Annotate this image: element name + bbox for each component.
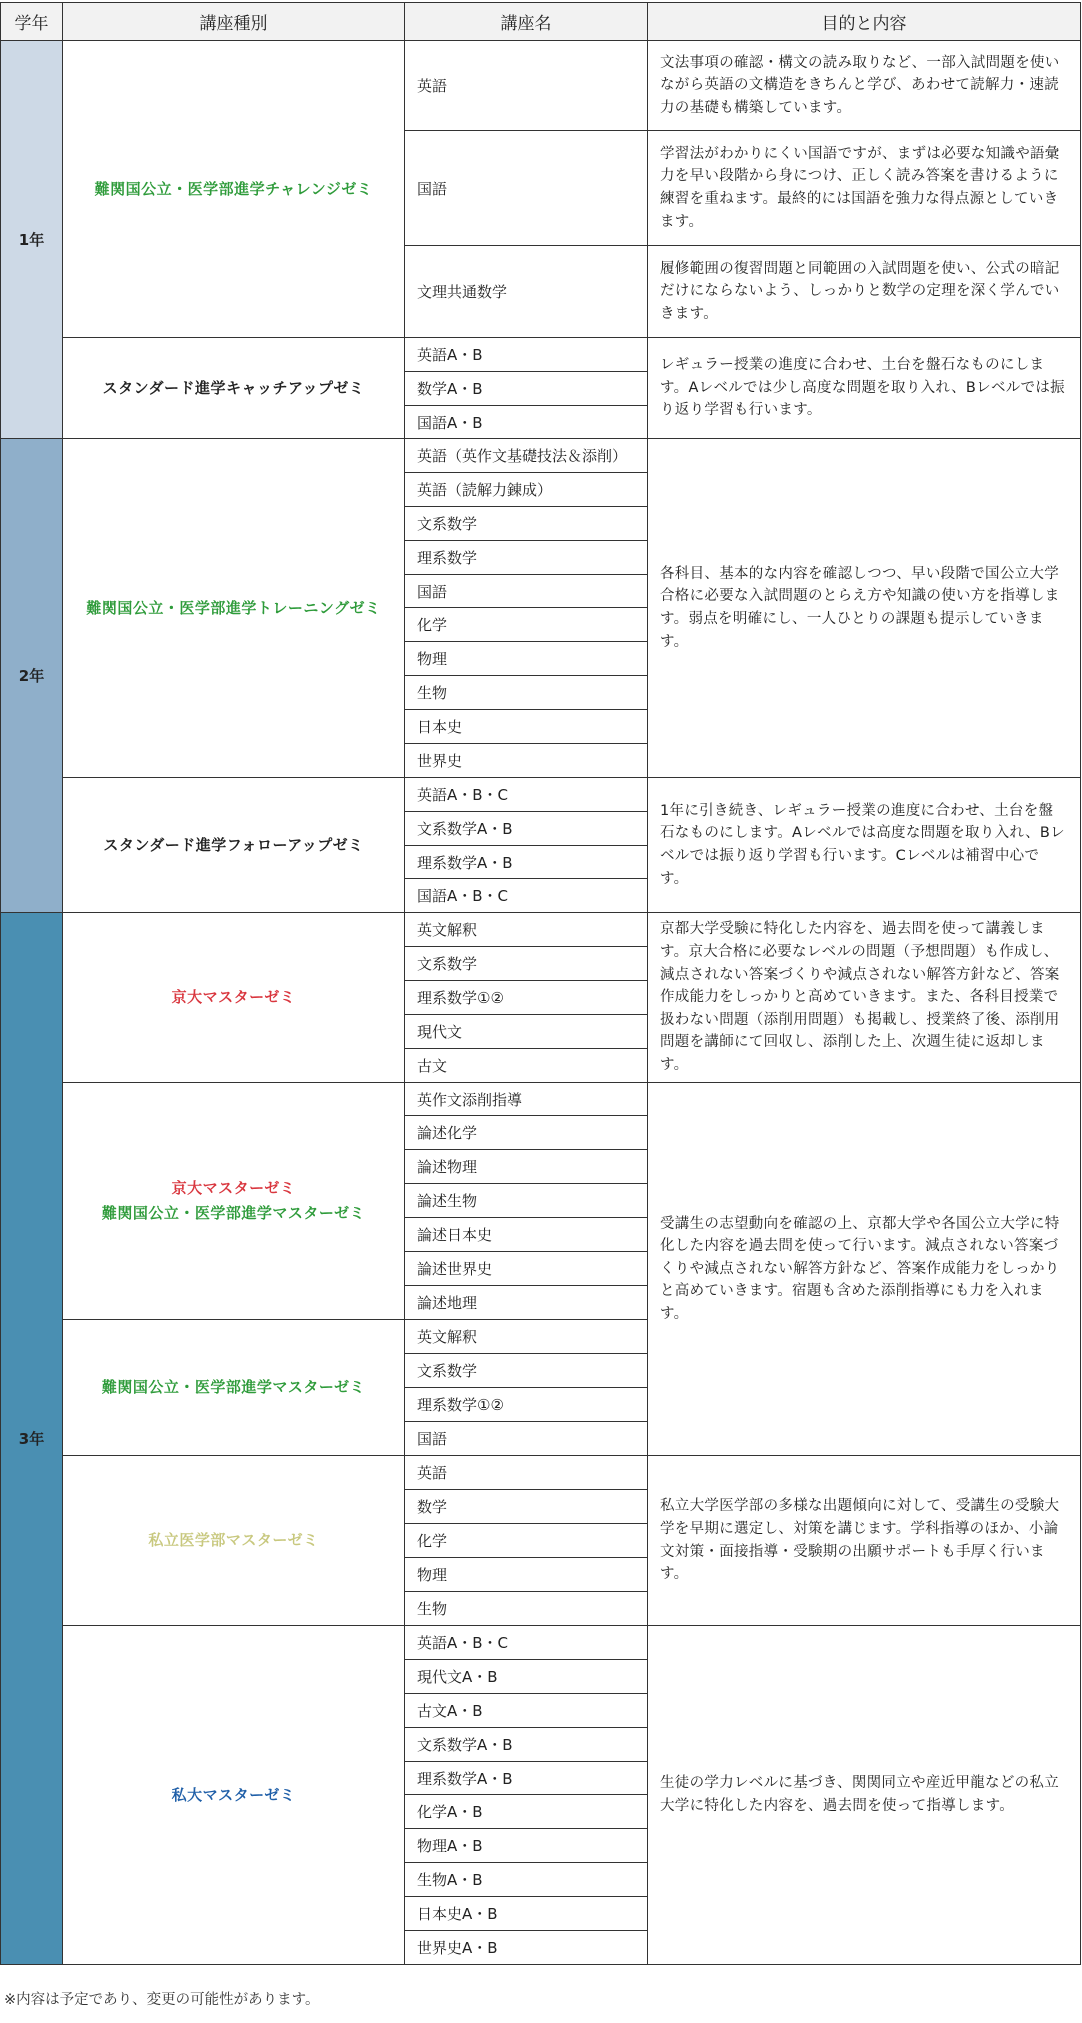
description-text: 履修範囲の復習問題と同範囲の入試問題を使い、公式の暗記だけにならないよう、しっかりと数学の定理を深く学んでいきます。	[660, 260, 1060, 322]
course-name: 日本史	[404, 709, 648, 744]
course-name: 英文解釈	[404, 912, 648, 947]
header-course: 講座名	[404, 2, 648, 41]
course-name: 英文解釈	[404, 1319, 648, 1354]
grade-cell: 2年	[0, 438, 63, 913]
course-name: 論述化学	[404, 1115, 648, 1150]
grade-cell: 1年	[0, 40, 63, 439]
category-name: 難関国公立・医学部進学マスターゼミ	[101, 1204, 366, 1222]
course-name: 文理共通数学	[404, 245, 648, 338]
course-name: 理系数学	[404, 540, 648, 575]
course-name: 文系数学	[404, 946, 648, 981]
category-cell	[62, 40, 405, 338]
course-name: 英語（英作文基礎技法＆添削）	[404, 438, 648, 473]
course-name: 数学A・B	[404, 371, 648, 406]
course-name: 国語A・B・C	[404, 878, 648, 913]
course-name: 論述日本史	[404, 1217, 648, 1252]
course-description	[647, 1455, 1081, 1626]
course-description	[647, 1625, 1081, 1965]
footnote: ※内容は予定であり、変更の可能性があります。	[4, 1992, 320, 2008]
course-name: 理系数学①②	[404, 980, 648, 1015]
course-name: 世界史	[404, 743, 648, 778]
category-cell	[62, 1082, 405, 1320]
course-name: 古文A・B	[404, 1693, 648, 1728]
category-name: 京大マスターゼミ	[171, 988, 296, 1006]
course-name: 論述生物	[404, 1183, 648, 1218]
course-name: 物理	[404, 641, 648, 676]
course-name: 文系数学A・B	[404, 811, 648, 846]
course-description	[647, 438, 1081, 778]
description-text: 受講生の志望動向を確認の上、京都大学や各国公立大学に特化した内容を過去問を使って行います。減点されない答案づくりや減点されない解答方針など、答案作成能力をしっかりと高めていきます。宿題も含めた添削指導にも力を入れます。	[660, 1215, 1060, 1322]
course-name: 論述地理	[404, 1285, 648, 1320]
course-name: 英語	[404, 1455, 648, 1490]
course-name: 英語A・B・C	[404, 777, 648, 812]
course-name: 文系数学	[404, 506, 648, 541]
category-cell	[62, 777, 405, 913]
course-name: 数学	[404, 1489, 648, 1524]
header-category: 講座種別	[62, 2, 405, 41]
course-name: 化学	[404, 1523, 648, 1558]
course-name: 文系数学A・B	[404, 1727, 648, 1762]
course-name: 英語A・B	[404, 337, 648, 372]
course-name: 理系数学A・B	[404, 1761, 648, 1795]
course-description	[647, 337, 1081, 439]
category-name: 難関国公立・医学部進学チャレンジゼミ	[94, 179, 373, 198]
course-description	[647, 130, 1081, 246]
course-name: 文系数学	[404, 1353, 648, 1388]
category-cell	[62, 1319, 405, 1456]
course-name: 古文	[404, 1048, 648, 1083]
course-description	[647, 245, 1081, 338]
course-description	[647, 912, 1081, 1083]
course-name: 物理A・B	[404, 1828, 648, 1863]
course-name: 英作文添削指導	[404, 1082, 648, 1116]
course-name: 生物	[404, 1591, 648, 1626]
course-name: 日本史A・B	[404, 1896, 648, 1931]
course-name: 英語A・B・C	[404, 1625, 648, 1660]
course-name: 国語	[404, 1421, 648, 1456]
category-name: スタンダード進学キャッチアップゼミ	[102, 378, 365, 397]
description-text: 1年に引き続き、レギュラー授業の進度に合わせ、土台を盤石なものにします。Aレベルでは高度な問題を取り入れ、Bレベルでは振り返り学習も行います。Cレベルは補習中心です。	[660, 802, 1065, 887]
category-name: 難関国公立・医学部進学マスターゼミ	[101, 1378, 366, 1396]
course-name: 世界史A・B	[404, 1930, 648, 1965]
course-description	[647, 777, 1081, 913]
course-name: 英語	[404, 40, 648, 131]
course-name: 物理	[404, 1557, 648, 1592]
category-name: 京大マスターゼミ	[171, 1179, 296, 1197]
course-name: 化学A・B	[404, 1794, 648, 1829]
grade-cell: 3年	[0, 912, 63, 1965]
category-cell	[62, 1455, 405, 1626]
course-name: 現代文A・B	[404, 1659, 648, 1694]
category-cell	[62, 912, 405, 1083]
category-cell	[62, 1625, 405, 1965]
course-name: 現代文	[404, 1014, 648, 1049]
header-purpose: 目的と内容	[647, 2, 1081, 41]
course-name: 国語A・B	[404, 405, 648, 439]
category-name: 私立医学部マスターゼミ	[148, 1531, 319, 1549]
description-text: レギュラー授業の進度に合わせ、土台を盤石なものにします。Aレベルでは少し高度な問題を取り入れ、Bレベルでは振り返り学習も行います。	[660, 357, 1065, 419]
category-cell	[62, 337, 405, 439]
description-text: 私立大学医学部の多様な出題傾向に対して、受講生の受験大学を早期に選定し、対策を講じます。学科指導のほか、小論文対策・面接指導・受験期の出願サポートも手厚く行います。	[660, 1498, 1060, 1583]
course-name: 化学	[404, 607, 648, 642]
course-description	[647, 1082, 1081, 1456]
course-name: 国語	[404, 130, 648, 246]
course-name: 国語	[404, 574, 648, 608]
category-name: 私大マスターゼミ	[171, 1785, 296, 1804]
description-text: 学習法がわかりにくい国語ですが、まずは必要な知識や語彙力を早い段階から身につけ、正しく読み答案を書けるように練習を重ねます。最終的には国語を強力な得点源としていきます。	[660, 145, 1060, 230]
category-name: スタンダード進学フォローアップゼミ	[103, 835, 364, 854]
course-name: 理系数学A・B	[404, 845, 648, 879]
course-name: 生物	[404, 675, 648, 710]
course-name: 英語（読解力錬成）	[404, 472, 648, 507]
course-name: 論述物理	[404, 1149, 648, 1184]
description-text: 京都大学受験に特化した内容を、過去問を使って講義します。京大合格に必要なレベルの問題（予想問題）も作成し、減点されない答案づくりや減点されない解答方針など、答案作成能力をしっかりと高めていきます。また、各科目授業で扱わない問題（添削用問題）も掲載し、授業終了後、添削用問題を講師にて回収し、添削した上、次週生徒に返却します。	[660, 921, 1060, 1073]
header-grade: 学年	[0, 2, 63, 41]
category-name: 難関国公立・医学部進学トレーニングゼミ	[86, 598, 381, 617]
course-description	[647, 40, 1081, 131]
description-text: 生徒の学力レベルに基づき、関関同立や産近甲龍などの私立大学に特化した内容を、過去問を使って指導します。	[660, 1775, 1060, 1814]
course-name: 論述世界史	[404, 1251, 648, 1286]
description-text: 各科目、基本的な内容を確認しつつ、早い段階で国公立大学合格に必要な入試問題のとらえ方や知識の使い方を指導します。弱点を明確にし、一人ひとりの課題も提示していきます。	[660, 565, 1060, 650]
course-name: 理系数学①②	[404, 1387, 648, 1422]
description-text: 文法事項の確認・構文の読み取りなど、一部入試問題を使いながら英語の文構造をきちんと学び、あわせて読解力・速読力の基礎も構築しています。	[660, 54, 1060, 116]
category-cell	[62, 438, 405, 778]
course-name: 生物A・B	[404, 1862, 648, 1897]
